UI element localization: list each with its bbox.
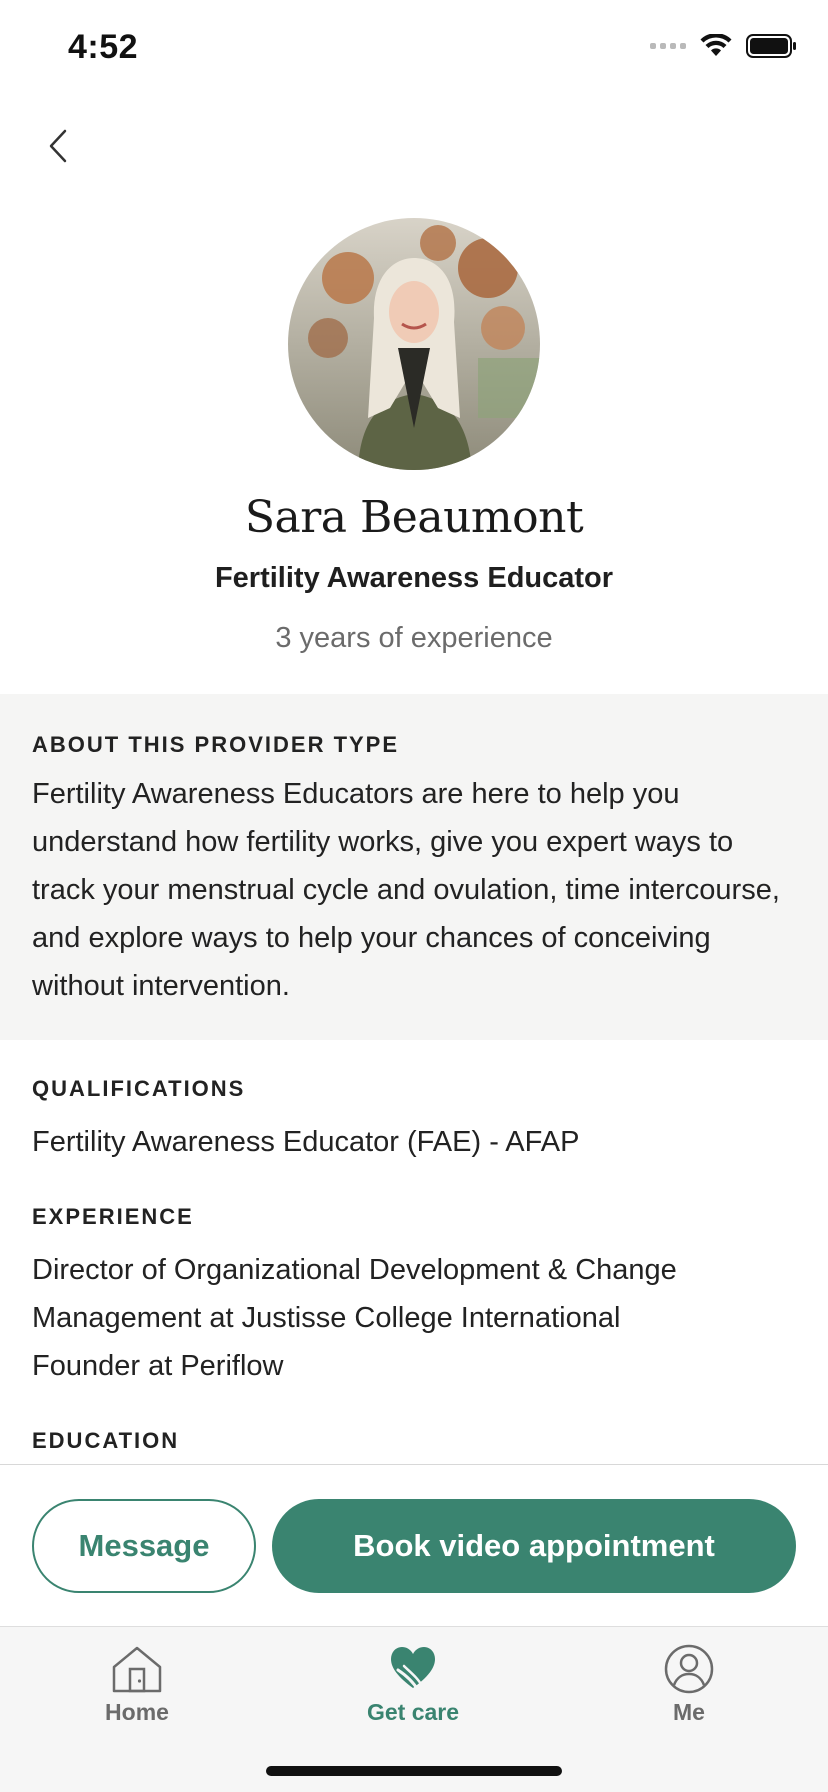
- tab-get-care-label: Get care: [366, 1699, 460, 1725]
- qualifications-body: Fertility Awareness Educator (FAE) - AFAP: [32, 1126, 580, 1158]
- about-body: Fertility Awareness Educators are here to help you understand how fertility works, give you expert ways to track your menstrual cycle and ovulation, time intercourse, and explore ways to help your chances of conceiving without intervention.: [32, 778, 780, 1002]
- heart-hand-icon: [388, 1644, 438, 1694]
- status-bar: [0, 0, 828, 100]
- status-indicators: [650, 34, 798, 58]
- person-icon: [664, 1644, 714, 1694]
- home-icon: [111, 1645, 163, 1693]
- battery-icon: [746, 34, 798, 58]
- provider-name: Sara Beaumont: [244, 492, 584, 543]
- wifi-icon: [700, 34, 732, 58]
- about-provider-type-section: [0, 694, 828, 1040]
- experience-line: Director of Organizational Development & Change Management at Justisse College International: [32, 1254, 677, 1334]
- experience-heading: EXPERIENCE: [32, 1204, 194, 1229]
- experience-line: Founder at Periflow: [32, 1350, 284, 1382]
- back-button[interactable]: [36, 124, 80, 168]
- experience-body: [32, 1246, 792, 1390]
- provider-avatar: [288, 218, 540, 470]
- tab-home[interactable]: [47, 1641, 227, 1726]
- provider-title: Fertility Awareness Educator: [214, 562, 614, 594]
- home-indicator[interactable]: [266, 1766, 562, 1776]
- education-heading: EDUCATION: [32, 1428, 180, 1453]
- book-video-appointment-button[interactable]: Book video appointment: [272, 1499, 796, 1593]
- status-time: 4:52: [68, 28, 139, 66]
- chevron-left-icon: [47, 128, 69, 164]
- tab-me-label: Me: [673, 1699, 705, 1725]
- tab-home-label: Home: [105, 1699, 169, 1725]
- action-bar: [0, 1464, 828, 1626]
- tab-me[interactable]: [599, 1641, 779, 1726]
- about-heading: ABOUT THIS PROVIDER TYPE: [32, 732, 400, 757]
- cellular-signal-icon: [650, 43, 686, 49]
- provider-experience-years: 3 years of experience: [275, 622, 553, 654]
- message-button[interactable]: Message: [32, 1499, 256, 1593]
- qualifications-heading: QUALIFICATIONS: [32, 1076, 246, 1101]
- tab-get-care[interactable]: [323, 1641, 503, 1726]
